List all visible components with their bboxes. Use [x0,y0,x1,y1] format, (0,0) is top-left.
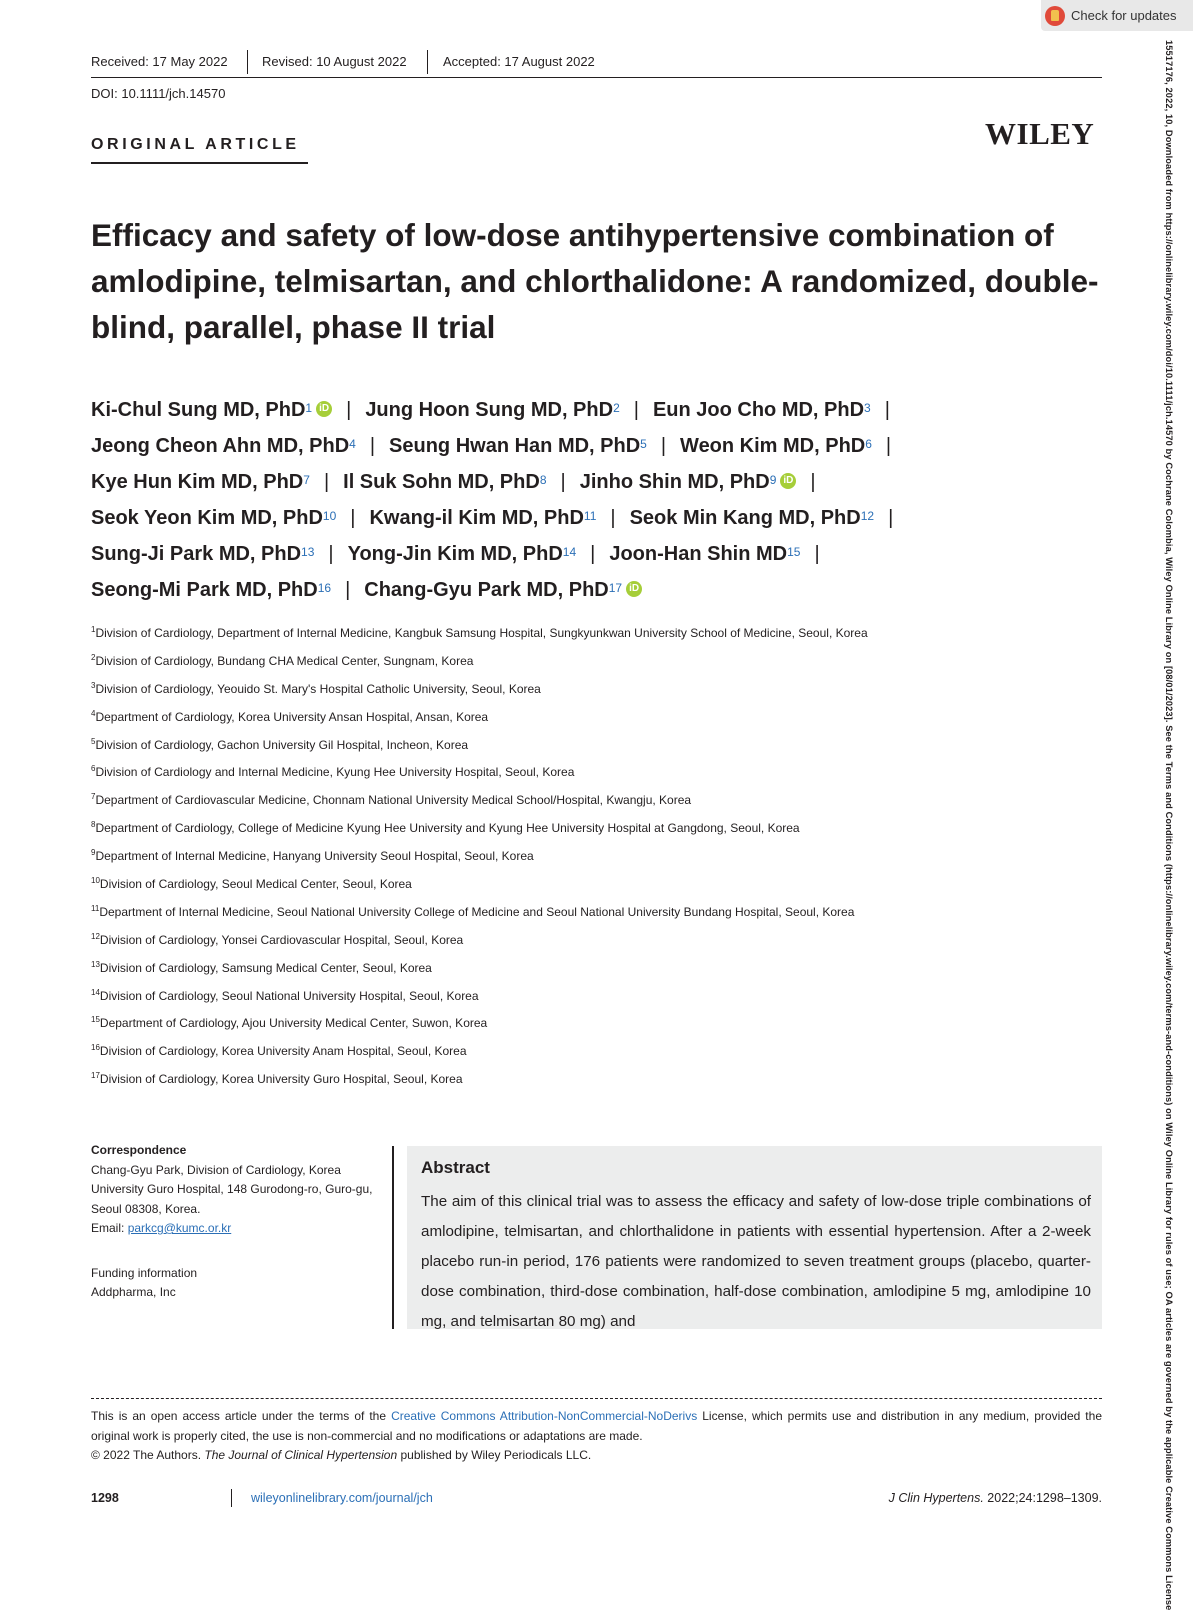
author-name[interactable]: Jinho Shin MD, PhD [579,471,770,493]
date-separator [427,50,428,74]
affiliation-number: 8 [91,820,96,830]
citation-details: 2022;24:1298–1309. [983,1491,1102,1505]
author-affiliation-ref[interactable]: 4 [349,437,356,451]
abstract-box [407,1146,1102,1329]
affiliation-item [91,849,1101,877]
affiliation-item [91,961,1101,989]
author-line [91,428,1106,464]
author-separator: | [884,399,890,421]
affiliation-item [91,989,1101,1017]
author-line [91,536,1106,572]
author-affiliation-ref[interactable]: 13 [301,545,315,559]
affiliation-number: 4 [91,708,96,718]
email-label: Email: [91,1221,128,1235]
affiliation-text: Division of Cardiology, Department of Internal Medicine, Kangbuk Samsung Hospital, Sungkyunkwan University School of Medicine, Seoul, Korea [95,626,868,640]
license-divider [91,1398,1102,1399]
doi: DOI: 10.1111/jch.14570 [91,86,226,101]
orcid-icon[interactable]: iD [780,473,796,489]
author-name[interactable]: Weon Kim MD, PhD [680,435,866,457]
author-list [91,392,1106,608]
affiliation-text: Division of Cardiology, Seoul Medical Center, Seoul, Korea [99,877,412,892]
affiliation-text: Department of Internal Medicine, Seoul National University College of Medicine and Seoul National University Bundang Hospital, Seoul, Korea [99,904,855,919]
author-line [91,464,1106,500]
affiliation-item [91,682,1101,710]
affiliation-item [91,1044,1101,1072]
author-separator: | [323,471,330,493]
funding-text: Addpharma, Inc [91,1285,176,1299]
correspondence-email-line [91,1219,381,1239]
author-separator: | [660,435,667,457]
affiliation-item [91,626,1101,654]
journal-abbreviation: J Clin Hypertens. [888,1491,984,1505]
author-name[interactable]: Jung Hoon Sung MD, PhD [365,399,614,421]
affiliation-number: 5 [91,736,96,746]
accepted-date: Accepted: 17 August 2022 [443,54,595,69]
affiliation-text: Department of Cardiology, College of Medicine Kyung Hee University and Kyung Hee University Hospital at Gangdong, Seoul, Korea [95,821,800,836]
author-name[interactable]: Kwang-il Kim MD, PhD [369,507,584,529]
abstract-rule [392,1146,394,1329]
affiliation-number: 15 [91,1015,100,1025]
license-block [91,1407,1102,1466]
license-text [91,1407,1102,1446]
journal-url-link[interactable]: wileyonlinelibrary.com/journal/jch [251,1491,433,1505]
affiliation-number: 7 [91,792,96,802]
author-name[interactable]: Seung Hwan Han MD, PhD [389,435,641,457]
affiliation-text: Department of Cardiology, Korea University Ansan Hospital, Ansan, Korea [95,709,489,724]
author-separator: | [328,543,334,565]
affiliation-text: Division of Cardiology, Gachon University Gil Hospital, Incheon, Korea [95,737,469,752]
affiliation-item [91,710,1101,738]
citation [889,1491,1102,1505]
header-rule [91,77,1102,78]
wiley-logo: WILEY [985,116,1095,151]
funding-heading: Funding information [91,1265,198,1280]
affiliation-number: 14 [91,987,100,997]
history-dates [91,54,1102,78]
author-affiliation-ref[interactable]: 6 [865,437,872,451]
author-name[interactable]: Eun Joo Cho MD, PhD [652,399,865,421]
author-name[interactable]: Jeong Cheon Ahn MD, PhD [91,435,350,457]
author-separator: | [810,471,816,493]
article-type: ORIGINAL ARTICLE [91,136,300,153]
date-separator [247,50,248,74]
author-separator: | [814,543,820,565]
affiliation-item [91,1072,1101,1100]
footer-separator [231,1489,232,1507]
affiliation-number: 9 [91,848,96,858]
download-sidenote [1160,40,1174,1610]
author-affiliation-ref[interactable]: 1 [305,401,313,415]
author-name[interactable]: Chang-Gyu Park MD, PhD [364,579,609,601]
check-updates-label: Check for updates [1071,8,1177,23]
crossmark-icon [1045,6,1065,26]
author-name[interactable]: Seok Min Kang MD, PhD [629,507,861,529]
author-separator: | [885,435,892,457]
author-affiliation-ref[interactable]: 16 [317,581,332,595]
author-affiliation-ref[interactable]: 14 [562,545,577,559]
affiliation-number: 10 [91,876,100,886]
author-separator: | [610,507,616,529]
orcid-icon[interactable]: iD [316,401,332,417]
author-affiliation-ref[interactable]: 11 [583,509,597,523]
author-name[interactable]: Seok Yeon Kim MD, PhD [91,507,323,529]
affiliation-number: 12 [91,931,100,941]
orcid-icon[interactable]: iD [626,581,642,597]
author-name[interactable]: Sung-Ji Park MD, PhD [91,543,302,565]
affiliation-item [91,793,1101,821]
affiliation-text: Division of Cardiology, Bundang CHA Medical Center, Sungnam, Korea [95,653,474,668]
affiliation-number: 16 [91,1043,100,1053]
check-for-updates-badge[interactable] [1041,0,1193,31]
received-date: Received: 17 May 2022 [91,54,228,69]
author-name[interactable]: Ki-Chul Sung MD, PhD [91,399,306,421]
affiliation-item [91,877,1101,905]
affiliation-text: Division of Cardiology, Yonsei Cardiovascular Hospital, Seoul, Korea [99,932,464,947]
page-footer [91,1491,1102,1511]
affiliation-text: Division of Cardiology, Seoul National University Hospital, Seoul, Korea [99,988,479,1003]
abstract-text: The aim of this clinical trial was to assess the efficacy and safety of low-dose triple combinations of amlodipine, telmisartan, and chlorthalidone in patients with essential hypertension. After a 2-week placebo run-in period, 176 patients were randomized to seven treatment groups (placebo, quarter-dose combination, third-dose combination, half-dose combination, amlodipine 5 mg, amlodipine 10 mg, and telmisartan 80 mg) and [421,1193,1091,1329]
affiliation-text: Division of Cardiology and Internal Medicine, Kyung Hee University Hospital, Seoul, Korea [95,765,575,780]
author-affiliation-ref[interactable]: 17 [608,581,623,595]
affiliation-text: Division of Cardiology, Yeouido St. Mary's Hospital Catholic University, Seoul, Korea [95,681,541,696]
affiliation-number: 6 [91,764,96,774]
affiliation-item [91,933,1101,961]
email-link[interactable]: parkcg@kumc.or.kr [127,1221,232,1235]
affiliation-number: 11 [91,903,100,913]
license-pre: This is an open access article under the terms of the [91,1409,392,1423]
author-affiliation-ref[interactable]: 9 [769,473,777,487]
article-title: Efficacy and safety of low-dose antihypertensive combination of amlodipine, telmisartan, and chlorthalidone: A randomized, double-blind, parallel, phase II trial [91,217,1099,345]
affiliation-text: Division of Cardiology, Korea University Anam Hospital, Seoul, Korea [99,1044,467,1059]
author-line [91,572,1106,608]
author-separator: | [590,543,596,565]
affiliation-text: Department of Cardiology, Ajou University Medical Center, Suwon, Korea [99,1016,488,1031]
affiliation-number: 3 [91,680,96,690]
author-line [91,500,1106,536]
author-affiliation-ref[interactable]: 10 [322,509,337,523]
affiliation-item [91,738,1101,766]
author-name[interactable]: Seong-Mi Park MD, PhD [91,579,318,601]
correspondence-block [91,1141,381,1303]
author-separator: | [345,579,351,601]
author-affiliation-ref[interactable]: 3 [864,401,871,415]
author-separator: | [888,507,894,529]
author-name[interactable]: Joon-Han Shin MD [609,543,788,565]
affiliation-item [91,905,1101,933]
author-name[interactable]: Il Suk Sohn MD, PhD [343,471,540,493]
affiliation-number: 17 [91,1071,100,1081]
copyright-line [91,1446,1102,1466]
affiliation-number: 1 [91,625,96,634]
author-affiliation-ref[interactable]: 7 [303,473,310,487]
affiliation-text: Division of Cardiology, Samsung Medical Center, Seoul, Korea [99,960,432,975]
author-separator: | [346,399,352,421]
author-affiliation-ref[interactable]: 15 [787,545,801,559]
author-name[interactable]: Yong-Jin Kim MD, PhD [347,543,563,565]
license-post: License, which permits use and distribution in any medium, provided the original work is properly cited, the use is non-commercial and no modifications or adaptations are made. [91,1409,1102,1443]
affiliation-text: Department of Cardiovascular Medicine, Chonnam National University Medical School/Hospital, Kwangju, Korea [95,793,692,808]
affiliation-text: Division of Cardiology, Korea University Guro Hospital, Seoul, Korea [99,1072,463,1087]
author-line [91,392,1106,428]
author-affiliation-ref[interactable]: 5 [640,437,647,451]
download-sidenote-text: 15517176, 2022, 10, Downloaded from https://onlinelibrary.wiley.com/doi/10.1111/jch.14570 by Cochrane Colombia, Wiley Online Library on [08/01/2023]. See the Terms and Conditions (https://onlinelibrary.wiley.com/terms-and-conditions) on Wiley Online Library for rules of use; OA articles are governed by the applicable Creative Commons License [1164,40,1174,1610]
affiliation-item [91,821,1101,849]
abstract-heading: Abstract [421,1158,490,1177]
author-affiliation-ref[interactable]: 12 [860,509,875,523]
journal-name: The Journal of Clinical Hypertension [204,1448,398,1462]
correspondence-text: Chang-Gyu Park, Division of Cardiology, Korea University Guro Hospital, 148 Gurodong-ro, Guro-gu, Seoul 08308, Korea. [91,1162,373,1216]
affiliation-text: Department of Internal Medicine, Hanyang University Seoul Hospital, Seoul, Korea [95,849,534,864]
author-separator: | [560,471,566,493]
affiliation-number: 13 [91,959,100,969]
affiliation-item [91,654,1101,682]
author-name[interactable]: Kye Hun Kim MD, PhD [91,471,304,493]
article-type-rule [91,162,308,164]
copyright-pre: © 2022 The Authors. [91,1448,205,1462]
author-separator: | [633,399,639,421]
correspondence-heading: Correspondence [91,1143,187,1157]
cc-license-link[interactable]: Creative Commons Attribution-NonCommercial-NoDerivs [391,1409,698,1423]
affiliation-item [91,765,1101,793]
author-affiliation-ref[interactable]: 2 [613,401,620,415]
author-separator: | [350,507,356,529]
affiliation-number: 2 [91,652,96,662]
author-affiliation-ref[interactable]: 8 [539,473,547,487]
page-number: 1298 [91,1491,119,1505]
copyright-post: published by Wiley Periodicals LLC. [397,1448,592,1462]
author-separator: | [369,435,376,457]
affiliation-item [91,1016,1101,1044]
affiliation-list [91,626,1101,1100]
revised-date: Revised: 10 August 2022 [262,54,407,69]
